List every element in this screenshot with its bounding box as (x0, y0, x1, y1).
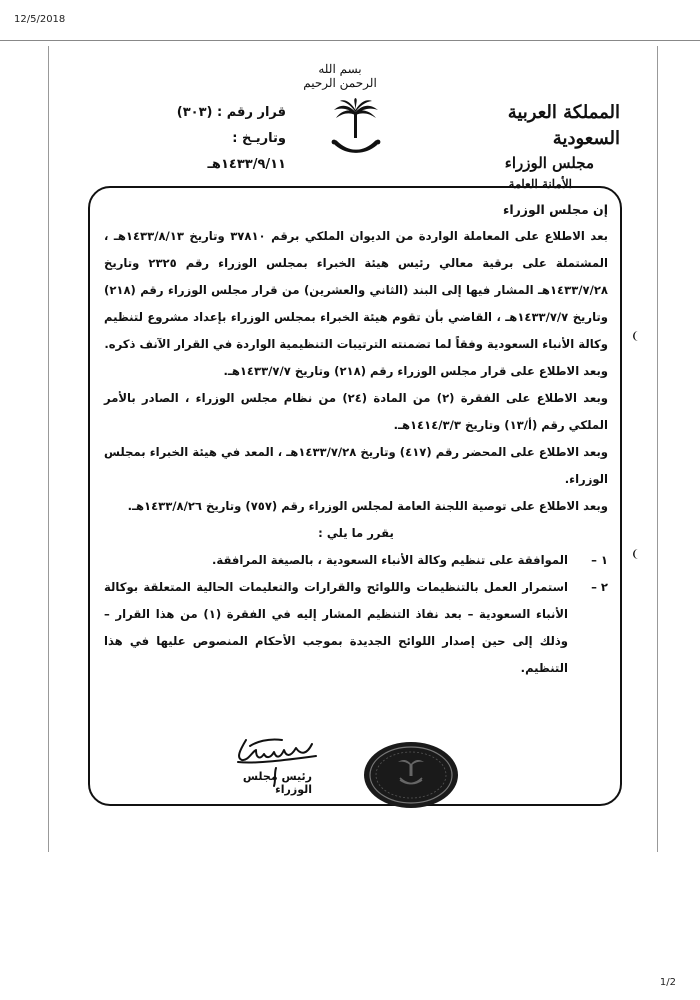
item-text: استمرار العمل بالتنظيمات واللوائح والقرارات والتعليمات الحالية المتعلقة بوكالة الأنباء السعودية – بعد نفاذ التنظيم المشار إليه في الفقرة (١) من هذا القرار – وذلك إلى حين إصدار اللوائح الجديدة بموجب الأحكام المنصوص عليها في هذا التنظيم. (104, 580, 568, 675)
punch-hole-icon (632, 330, 644, 342)
decision-info (160, 100, 286, 178)
decision-date: وتاريـخ : ١٤٣٣/٩/١١هـ (207, 131, 286, 172)
kingdom-header (440, 100, 620, 194)
item-number: ١ – (591, 553, 608, 567)
signature-label: رئيس مجلس الوزراء (242, 770, 312, 796)
decision-item (104, 547, 608, 574)
page-number: 1/2 (659, 977, 676, 988)
decision-number: قرار رقم : (٣٠٣) (176, 105, 286, 120)
item-number: ٢ – (591, 580, 608, 594)
paragraph-4: وبعد الاطلاع على المحضر رقم (٤١٧) وتاريخ ١٤٣٣/٧/٢٨هـ ، المعد في هيئة الخبراء بمجلس الوزراء. (104, 445, 609, 486)
paragraph-1: بعد الاطلاع على المعاملة الواردة من الديوان الملكي برقم ٣٧٨١٠ وتاريخ ١٤٣٣/٨/١٣هـ ، المشتملة على برقية معالي رئيس هيئة الخبراء بمجلس الوزراء رقم ٢٣٢٥ وتاريخ ١٤٣٣/٧/٢٨هـ المشار فيها إلى البند (الثاني والعشرين) من قرار مجلس الوزراء رقم (٢١٨) وتاريخ ١٤٣٣/٧/٧هـ ، القاضي بأن تقوم هيئة الخبراء بمجلس الوزراء بإعداد مشروع لتنظيم وكالة الأنباء السعودية وفقاً لما تضمنته الترتيبات التنظيمية الواردة في القرار الآنف ذكره. (104, 229, 608, 351)
secretariat-name: الأمانة العامة (508, 177, 572, 191)
council-name: مجلس الوزراء (504, 154, 594, 172)
decides-heading: يقرر ما يلي : (318, 526, 394, 540)
official-seal-icon (362, 740, 460, 810)
decision-item (104, 574, 608, 682)
top-rule (0, 40, 700, 41)
document-title: إن مجلس الوزراء (502, 202, 608, 217)
paragraph-3: وبعد الاطلاع على الفقرة (٢) من المادة (٢٤) من نظام مجلس الوزراء ، الصادر بالأمر الملكي رقم (أ/١٣) وتاريخ ١٤١٤/٣/٣هـ. (104, 391, 609, 432)
punch-hole-icon (632, 548, 644, 560)
paragraph-2: وبعد الاطلاع على قرار مجلس الوزراء رقم (٢١٨) وتاريخ ١٤٣٣/٧/٧هـ. (223, 364, 608, 378)
document-body (104, 196, 608, 682)
kingdom-name: المملكة العربية السعودية (507, 102, 620, 149)
print-date: 12/5/2018 (14, 14, 66, 25)
paragraph-5: وبعد الاطلاع على توصية اللجنة العامة لمجلس الوزراء رقم (٧٥٧) وتاريخ ١٤٣٣/٨/٢٦هـ. (127, 499, 608, 513)
saudi-emblem-icon (330, 98, 382, 160)
item-text: الموافقة على تنظيم وكالة الأنباء السعودية ، بالصيغة المرافقة. (212, 553, 568, 567)
basmala: بسم الله الرحمن الرحيم (303, 62, 377, 90)
